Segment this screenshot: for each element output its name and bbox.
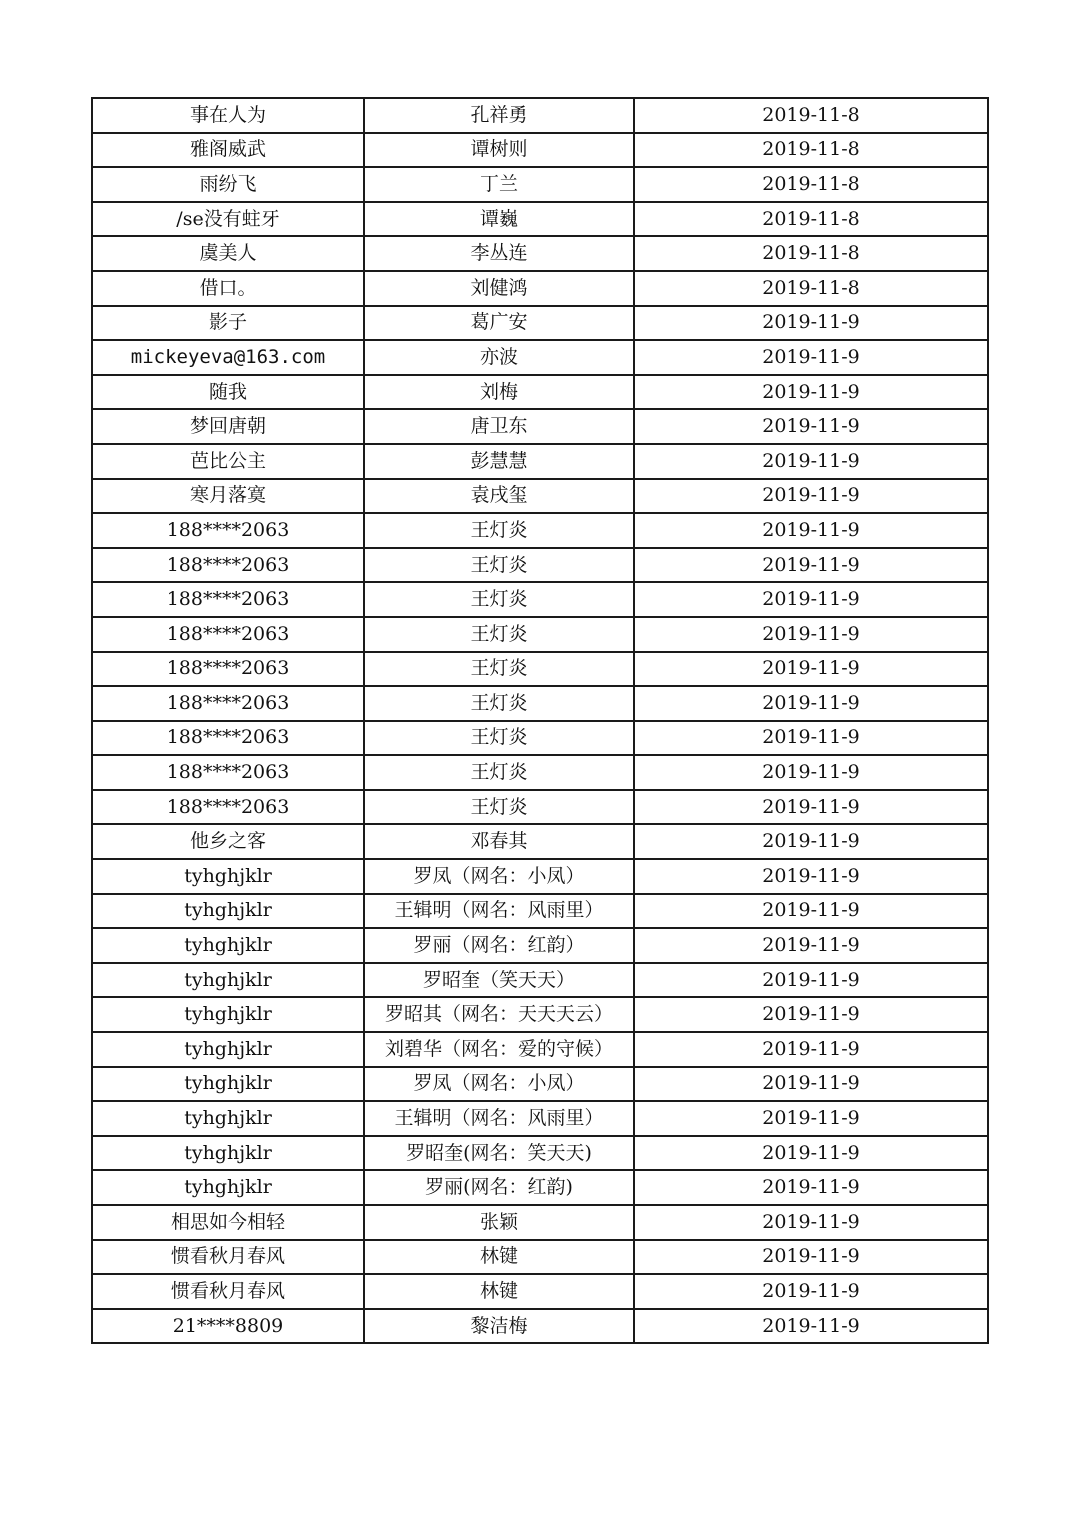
name-cell: 王灯炎 (364, 790, 634, 825)
name-cell: 谭巍 (364, 202, 634, 237)
date-cell: 2019-11-9 (634, 686, 988, 721)
nickname-cell: tyhghjklr (92, 894, 364, 929)
table-row (92, 755, 988, 790)
date-cell: 2019-11-9 (634, 582, 988, 617)
nickname-cell: mickeyeva@163.com (92, 340, 364, 375)
date-cell: 2019-11-9 (634, 1274, 988, 1309)
date-cell: 2019-11-9 (634, 306, 988, 341)
table-row (92, 859, 988, 894)
date-cell: 2019-11-9 (634, 444, 988, 479)
table-row (92, 1274, 988, 1309)
name-cell: 孔祥勇 (364, 98, 634, 133)
date-cell: 2019-11-8 (634, 98, 988, 133)
table-row (92, 409, 988, 444)
table-row (92, 617, 988, 652)
name-cell: 丁兰 (364, 167, 634, 202)
nickname-cell: 188****2063 (92, 755, 364, 790)
name-cell: 王灯炎 (364, 548, 634, 583)
date-cell: 2019-11-9 (634, 824, 988, 859)
table-row (92, 652, 988, 687)
table-row (92, 202, 988, 237)
nickname-cell: 188****2063 (92, 513, 364, 548)
name-cell: 王灯炎 (364, 721, 634, 756)
name-cell: 罗昭其（网名：天天天云） (364, 997, 634, 1032)
table-row (92, 1101, 988, 1136)
nickname-cell: tyhghjklr (92, 1067, 364, 1102)
records-table (91, 97, 989, 1344)
date-cell: 2019-11-9 (634, 652, 988, 687)
date-cell: 2019-11-8 (634, 271, 988, 306)
nickname-cell: tyhghjklr (92, 1101, 364, 1136)
nickname-cell: 事在人为 (92, 98, 364, 133)
date-cell: 2019-11-9 (634, 375, 988, 410)
date-cell: 2019-11-9 (634, 513, 988, 548)
table-row (92, 306, 988, 341)
table-row (92, 513, 988, 548)
table-row (92, 548, 988, 583)
name-cell: 唐卫东 (364, 409, 634, 444)
nickname-cell: 21****8809 (92, 1309, 364, 1344)
date-cell: 2019-11-9 (634, 1240, 988, 1275)
table-row (92, 236, 988, 271)
nickname-cell: tyhghjklr (92, 1170, 364, 1205)
name-cell: 林键 (364, 1274, 634, 1309)
name-cell: 黎洁梅 (364, 1309, 634, 1344)
table-row (92, 444, 988, 479)
nickname-cell: tyhghjklr (92, 1136, 364, 1171)
table-row (92, 375, 988, 410)
table-row (92, 1240, 988, 1275)
records-table-body (92, 98, 988, 1343)
date-cell: 2019-11-9 (634, 340, 988, 375)
table-row (92, 1205, 988, 1240)
table-row (92, 997, 988, 1032)
name-cell: 彭慧慧 (364, 444, 634, 479)
date-cell: 2019-11-8 (634, 167, 988, 202)
table-row (92, 790, 988, 825)
name-cell: 王辑明（网名：风雨里） (364, 894, 634, 929)
date-cell: 2019-11-9 (634, 1205, 988, 1240)
name-cell: 罗昭奎（笑天天） (364, 963, 634, 998)
date-cell: 2019-11-8 (634, 133, 988, 168)
date-cell: 2019-11-8 (634, 202, 988, 237)
nickname-cell: 寒月落寞 (92, 479, 364, 514)
name-cell: 谭树则 (364, 133, 634, 168)
nickname-cell: 芭比公主 (92, 444, 364, 479)
name-cell: 罗丽（网名：红韵） (364, 928, 634, 963)
table-row (92, 928, 988, 963)
nickname-cell: tyhghjklr (92, 1032, 364, 1067)
nickname-cell: 雅阁威武 (92, 133, 364, 168)
name-cell: 罗凤（网名：小凤） (364, 859, 634, 894)
name-cell: 罗昭奎(网名：笑天天) (364, 1136, 634, 1171)
nickname-cell: 188****2063 (92, 652, 364, 687)
date-cell: 2019-11-9 (634, 997, 988, 1032)
nickname-cell: 惯看秋月春风 (92, 1240, 364, 1275)
table-row (92, 1309, 988, 1344)
nickname-cell: 相思如今相轻 (92, 1205, 364, 1240)
nickname-cell: tyhghjklr (92, 928, 364, 963)
table-row (92, 824, 988, 859)
date-cell: 2019-11-9 (634, 859, 988, 894)
date-cell: 2019-11-9 (634, 721, 988, 756)
table-row (92, 167, 988, 202)
nickname-cell: 他乡之客 (92, 824, 364, 859)
table-row (92, 133, 988, 168)
name-cell: 刘健鸿 (364, 271, 634, 306)
date-cell: 2019-11-9 (634, 1309, 988, 1344)
name-cell: 王辑明（网名：风雨里） (364, 1101, 634, 1136)
name-cell: 刘碧华（网名：爱的守候） (364, 1032, 634, 1067)
name-cell: 王灯炎 (364, 513, 634, 548)
nickname-cell: tyhghjklr (92, 997, 364, 1032)
nickname-cell: 借口。 (92, 271, 364, 306)
date-cell: 2019-11-9 (634, 409, 988, 444)
date-cell: 2019-11-9 (634, 928, 988, 963)
table-row (92, 721, 988, 756)
table-row (92, 1136, 988, 1171)
name-cell: 王灯炎 (364, 652, 634, 687)
nickname-cell: 188****2063 (92, 548, 364, 583)
table-row (92, 479, 988, 514)
name-cell: 袁戌玺 (364, 479, 634, 514)
nickname-cell: 188****2063 (92, 617, 364, 652)
date-cell: 2019-11-9 (634, 963, 988, 998)
name-cell: 张颖 (364, 1205, 634, 1240)
nickname-cell: /se没有蛀牙 (92, 202, 364, 237)
nickname-cell: tyhghjklr (92, 859, 364, 894)
date-cell: 2019-11-8 (634, 236, 988, 271)
nickname-cell: 影子 (92, 306, 364, 341)
nickname-cell: 惯看秋月春风 (92, 1274, 364, 1309)
name-cell: 刘梅 (364, 375, 634, 410)
date-cell: 2019-11-9 (634, 479, 988, 514)
table-row (92, 894, 988, 929)
table-row (92, 963, 988, 998)
nickname-cell: 雨纷飞 (92, 167, 364, 202)
nickname-cell: 188****2063 (92, 790, 364, 825)
nickname-cell: 梦回唐朝 (92, 409, 364, 444)
date-cell: 2019-11-9 (634, 1067, 988, 1102)
name-cell: 李丛连 (364, 236, 634, 271)
name-cell: 罗丽(网名：红韵) (364, 1170, 634, 1205)
date-cell: 2019-11-9 (634, 617, 988, 652)
date-cell: 2019-11-9 (634, 1032, 988, 1067)
table-row (92, 686, 988, 721)
nickname-cell: 188****2063 (92, 582, 364, 617)
table-row (92, 98, 988, 133)
date-cell: 2019-11-9 (634, 790, 988, 825)
table-row (92, 1032, 988, 1067)
nickname-cell: 随我 (92, 375, 364, 410)
name-cell: 王灯炎 (364, 617, 634, 652)
table-row (92, 271, 988, 306)
name-cell: 罗凤（网名：小凤） (364, 1067, 634, 1102)
date-cell: 2019-11-9 (634, 894, 988, 929)
date-cell: 2019-11-9 (634, 1170, 988, 1205)
nickname-cell: tyhghjklr (92, 963, 364, 998)
name-cell: 邓春其 (364, 824, 634, 859)
table-row (92, 340, 988, 375)
name-cell: 王灯炎 (364, 582, 634, 617)
table-row (92, 1067, 988, 1102)
name-cell: 葛广安 (364, 306, 634, 341)
name-cell: 亦波 (364, 340, 634, 375)
date-cell: 2019-11-9 (634, 1101, 988, 1136)
name-cell: 王灯炎 (364, 686, 634, 721)
nickname-cell: 虞美人 (92, 236, 364, 271)
name-cell: 林键 (364, 1240, 634, 1275)
date-cell: 2019-11-9 (634, 1136, 988, 1171)
date-cell: 2019-11-9 (634, 548, 988, 583)
date-cell: 2019-11-9 (634, 755, 988, 790)
table-row (92, 582, 988, 617)
nickname-cell: 188****2063 (92, 721, 364, 756)
nickname-cell: 188****2063 (92, 686, 364, 721)
table-row (92, 1170, 988, 1205)
name-cell: 王灯炎 (364, 755, 634, 790)
